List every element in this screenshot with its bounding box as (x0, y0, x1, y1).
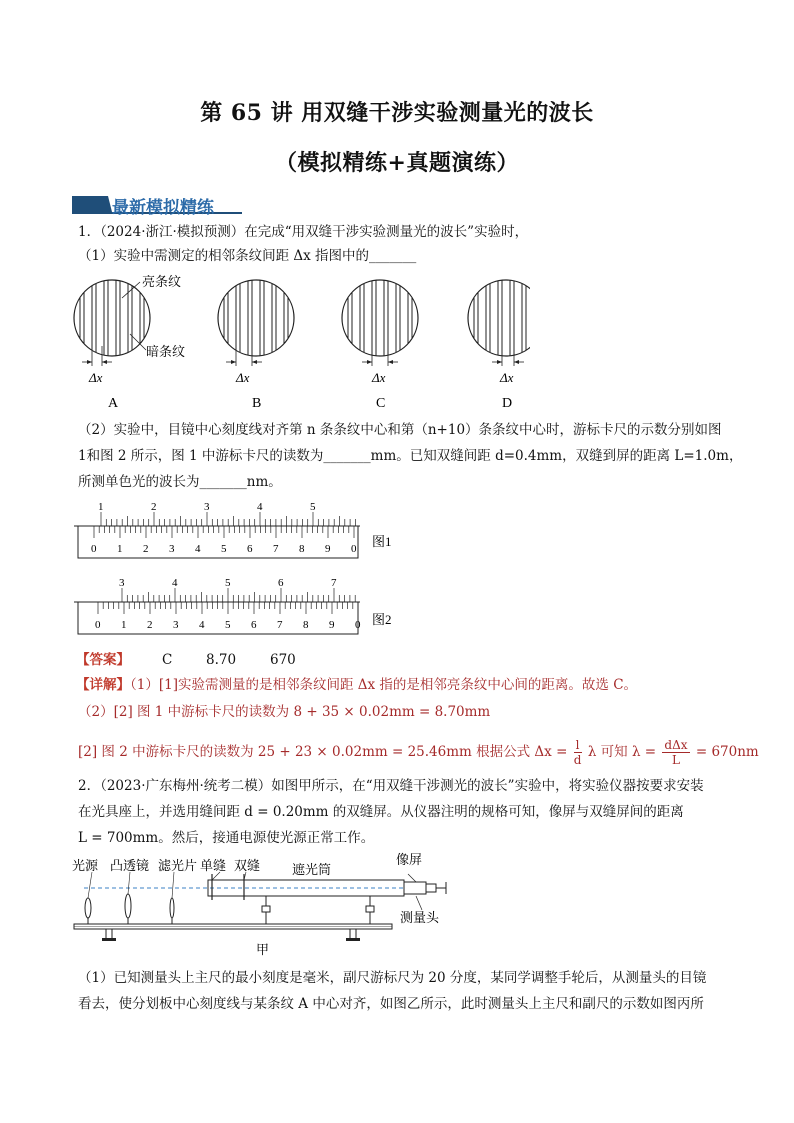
fig1-vernier-num-4: 4 (195, 543, 201, 555)
option-label-3: C (376, 396, 386, 411)
option-label-2: B (252, 396, 262, 411)
fig2-main-num-4: 7 (331, 577, 337, 589)
fig2-vernier-num-9: 9 (329, 619, 335, 631)
fig2-main-num-3: 6 (278, 577, 284, 589)
answer-tag: 【答案】 (76, 652, 130, 668)
fringe-circle-2 (216, 278, 296, 358)
section-label: 最新模拟精练 (112, 198, 214, 218)
q2-part1-line2: 看去，使分划板中心刻度线与某条纹 A 中心对齐，如图乙所示，此时测量头上主尺和副尺的示数如图丙所 (78, 996, 704, 1012)
fig2-vernier-num-3: 3 (173, 619, 179, 631)
label-convex-lens: 凸透镜 (110, 858, 150, 873)
vernier-figures (72, 496, 412, 646)
fig1-vernier-num-0: 0 (91, 543, 97, 555)
fig2-vernier-num-8: 8 (303, 619, 309, 631)
fig1-vernier-num-6: 6 (247, 543, 253, 555)
fig1-vernier-num-8: 8 (299, 543, 305, 555)
fig1-vernier-num-9: 9 (325, 543, 331, 555)
answer-value-1: C (162, 652, 173, 668)
page-title: 第 65 讲 用双缝干涉实验测量光的波长 (200, 100, 594, 126)
delta-x-label-3: Δx (372, 370, 386, 385)
q2-line3: L = 700mm。然后，接通电源使光源正常工作。 (78, 830, 375, 846)
label-light-source: 光源 (72, 858, 99, 873)
fig2-vernier-num-1: 1 (121, 619, 127, 631)
detail-line1: 【详解】（1）[1]实验需测量的是相邻条纹间距 Δx 指的是相邻亮条纹中心间的距离。故选 C。 (76, 677, 638, 693)
option-label-4: D (502, 396, 513, 411)
fig1-vernier-num-5: 5 (221, 543, 227, 555)
fig2-vernier-num-7: 7 (277, 619, 283, 631)
fig1-main-num-0: 1 (98, 501, 104, 513)
label-screen: 像屏 (396, 852, 423, 867)
fig1-vernier-num-1: 1 (117, 543, 123, 555)
fig2-vernier-num-10: 0 (355, 619, 361, 631)
fig2-label: 图2 (372, 612, 392, 627)
q1-part2-line1: （2）实验中，目镜中心刻度线对齐第 n 条条纹中心和第（n+10）条条纹中心时，游标卡尺的示数分别如图 (78, 422, 722, 438)
label-single-slit: 单缝 (200, 858, 227, 873)
fig2-vernier-num-2: 2 (147, 619, 153, 631)
fig1-main-num-1: 2 (151, 501, 157, 513)
answer-value-2: 8.70 (206, 652, 237, 668)
fig1-main-num-4: 5 (310, 501, 316, 513)
answer-value-3: 670 (270, 652, 296, 668)
fringe-circle-1 (72, 278, 152, 358)
q2-part1-line1: （1）已知测量头上主尺的最小刻度是毫米，副尺游标尺为 20 分度，某同学调整手轮后，从测量头的目镜 (78, 970, 707, 986)
fig2-vernier-num-0: 0 (95, 619, 101, 631)
fig-caption-jia: 甲 (256, 942, 270, 957)
fig1-vernier-num-10: 0 (351, 543, 357, 555)
q2-line1: 2．（2023·广东梅州·统考二模）如图甲所示，在“用双缝干涉测光的波长”实验中，将实验仪器按要求安装 (78, 778, 704, 794)
fringe-circle-3 (340, 278, 420, 358)
delta-x-label-1: Δx (89, 370, 103, 385)
fig1-label: 图1 (372, 534, 392, 549)
fringe-diagram (70, 268, 530, 414)
fig2-vernier-num-5: 5 (225, 619, 231, 631)
q1-part2-line2: 1和图 2 所示，图 1 中游标卡尺的读数为_______mm。已知双缝间距 d=0.4mm，双缝到屏的距离 L=1.0m， (78, 448, 743, 464)
page-subtitle: （模拟精练+真题演练） (275, 150, 519, 176)
option-label-1: A (108, 396, 119, 411)
label-double-slit: 双缝 (234, 858, 261, 873)
fringe-circle-4 (466, 278, 530, 358)
q1-part2-line3: 所测单色光的波长为_______nm。 (78, 474, 282, 490)
fig1-vernier-num-7: 7 (273, 543, 279, 555)
bright-fringe-label: 亮条纹 (142, 274, 182, 289)
fig2-main-num-2: 5 (225, 577, 231, 589)
q1-stem: 1．（2024·浙江·模拟预测）在完成“用双缝干涉实验测量光的波长”实验时， (78, 224, 529, 240)
detail-line2: （2）[2] 图 1 中游标卡尺的读数为 8 + 35 × 0.02mm = 8.70mm (78, 704, 491, 720)
fig1-main-num-2: 3 (204, 501, 210, 513)
optical-bench-diagram (70, 852, 470, 958)
fig2-main-num-0: 3 (119, 577, 125, 589)
fig1-vernier-num-2: 2 (143, 543, 149, 555)
fig1-vernier-num-3: 3 (169, 543, 175, 555)
fig1-main-num-3: 4 (257, 501, 263, 513)
label-filter: 滤光片 (158, 858, 198, 873)
delta-x-label-2: Δx (236, 370, 250, 385)
fig2-main-num-1: 4 (172, 577, 178, 589)
fig2-vernier-num-4: 4 (199, 619, 205, 631)
label-measuring-head: 测量头 (400, 910, 440, 925)
fig2-vernier-num-6: 6 (251, 619, 257, 631)
q1-part1: （1）实验中需测定的相邻条纹间距 Δx 指图中的_______ (78, 248, 417, 264)
dark-fringe-label: 暗条纹 (146, 344, 186, 359)
detail-line3: [2] 图 2 中游标卡尺的读数为 25 + 23 × 0.02mm = 25.46mm 根据公式 Δx = $\frac{l}{d}$ λ 可知 λ = dΔx L = 670nm (78, 738, 759, 767)
delta-x-label-4: Δx (500, 370, 514, 385)
q2-line2: 在光具座上，并选用缝间距 d = 0.20mm 的双缝屏。从仪器注明的规格可知，像屏与双缝屏间的距离 (78, 804, 684, 820)
label-tube: 遮光筒 (292, 862, 332, 877)
